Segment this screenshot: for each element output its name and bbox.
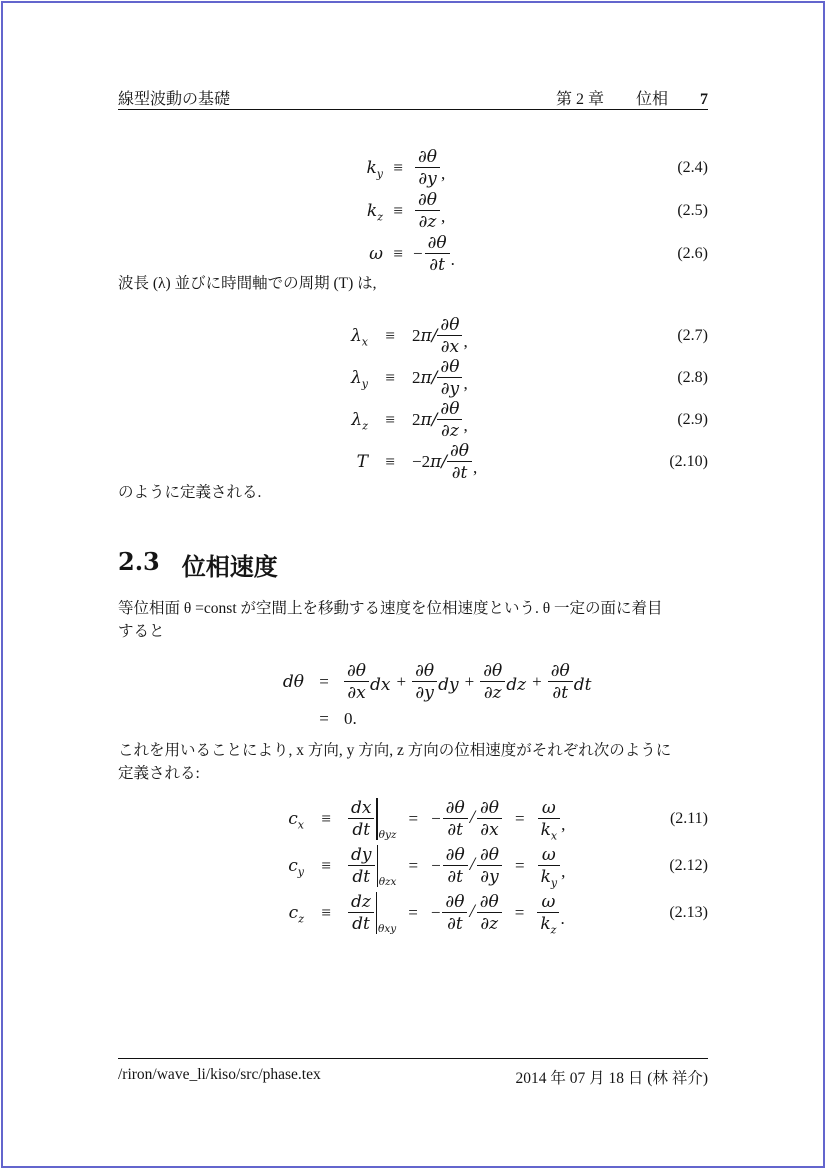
footer-date-author: 2014 年 07 月 18 日 (林 祥介) bbox=[515, 1070, 708, 1087]
fraction: $\frac{\partial\theta}{\partial x}$ bbox=[437, 315, 462, 357]
section-title: 位相速度 bbox=[181, 552, 278, 581]
equation-group-2.7-2.10 bbox=[118, 315, 708, 483]
header-rule bbox=[118, 109, 708, 110]
header-chapter-title: 位相 bbox=[635, 91, 668, 108]
equiv-symbol: ≡ bbox=[393, 157, 403, 177]
paragraph-phase-line2: すると bbox=[118, 623, 165, 640]
paragraph-use-line1: これを用いることにより, x 方向, y 方向, z 方向の位相速度がそれぞれ次のように bbox=[118, 742, 672, 759]
fraction: $\frac{\partial\theta}{\partial y}$ bbox=[477, 845, 502, 887]
footer-rule bbox=[118, 1058, 708, 1059]
fraction: $\frac{\omega}{k_z}$ bbox=[537, 892, 559, 934]
equiv-symbol: ≡ bbox=[321, 808, 331, 828]
equation-dtheta: dθ = $\frac{\partial\theta}{\partial x}$ dx + $\frac{\partial\theta}{\partial y}$ dy + $\frac{\partial\theta}{\partial z}$ dz + $\frac{\partial\theta}{\partial t}$ dt = 0. bbox=[118, 659, 708, 733]
equals-symbol: = bbox=[515, 855, 525, 875]
equation-group-2.4-2.6 bbox=[118, 146, 708, 275]
equals-symbol: = bbox=[408, 808, 419, 828]
equiv-symbol: ≡ bbox=[393, 200, 403, 220]
fraction: $\frac{\partial\theta}{\partial t}$ bbox=[447, 441, 472, 483]
equation-2.6: ω ≡ − $\frac{\partial\theta}{\partial t}$ . (2.6) bbox=[369, 232, 708, 275]
evaluation-bar bbox=[376, 798, 377, 840]
paragraph-wavelength: 波長 (λ) 並びに時間軸での周期 (T) は, bbox=[118, 275, 377, 292]
fraction: $\frac{\partial\theta}{\partial t}$ bbox=[443, 798, 468, 840]
equation-number: (2.10) bbox=[669, 453, 708, 470]
equation-number: (2.12) bbox=[669, 856, 708, 874]
equation-2.11: $c_x$ ≡ $\frac{dx}{dt}$ $_{\theta yz}$ = − $\frac{\partial\theta}{\partial t}$ / $\frac{\partial\theta}{\partial x}$ = $\frac{\omega}{k_x}$ , (2.11) bbox=[288, 797, 708, 842]
fraction: $\frac{\partial\theta}{\partial y}$ bbox=[415, 147, 440, 189]
paragraph-phase-line1: 等位相面 θ =const が空間上を移動する速度を位相速度という. θ 一定の面に着目 bbox=[118, 600, 663, 617]
fraction: $\frac{dx}{dt}$ bbox=[348, 798, 374, 840]
fraction: $\frac{\partial\theta}{\partial x}$ bbox=[477, 798, 502, 840]
fraction: $\frac{\partial\theta}{\partial z}$ bbox=[437, 399, 462, 441]
header-doc-title: 線型波動の基礎 bbox=[118, 91, 231, 108]
fraction: $\frac{dz}{dt}$ bbox=[348, 892, 374, 934]
fraction: $\frac{\omega}{k_y}$ bbox=[538, 845, 561, 887]
zero-value: 0. bbox=[344, 709, 357, 728]
fraction: $\frac{\partial\theta}{\partial z}$ bbox=[415, 190, 440, 232]
equation-number: (2.5) bbox=[677, 201, 708, 219]
fraction: $\frac{\partial\theta}{\partial t}$ bbox=[442, 892, 467, 934]
equation-2.7: $\lambda_x$ ≡ 2 π/ $\frac{\partial\theta}{\partial x}$ , (2.7) bbox=[351, 315, 708, 357]
equals-symbol: = bbox=[319, 709, 329, 728]
fraction: $\frac{\partial\theta}{\partial t}$ bbox=[425, 233, 450, 275]
equation-2.4: $k_y$ ≡ $\frac{\partial\theta}{\partial y}$ , (2.4) bbox=[366, 146, 708, 189]
equation-number: (2.6) bbox=[677, 244, 708, 262]
equation-group-2.11-2.13 bbox=[118, 795, 708, 936]
equiv-symbol: ≡ bbox=[321, 855, 331, 875]
header-chapter bbox=[556, 86, 708, 109]
paragraph-defined: のように定義される. bbox=[118, 484, 262, 501]
section-heading bbox=[118, 547, 278, 582]
fraction: $\frac{\partial\theta}{\partial z}$ bbox=[477, 892, 502, 934]
equals-symbol: = bbox=[408, 902, 418, 922]
equation-2.12: $c_y$ ≡ $\frac{dy}{dt}$ $_{\theta zx}$ = − $\frac{\partial\theta}{\partial t}$ / $\frac{\partial\theta}{\partial y}$ = $\frac{\omega}{k_y}$ , (2.12) bbox=[288, 844, 708, 889]
fraction: $\frac{\partial\theta}{\partial t}$ bbox=[548, 661, 573, 703]
equation-number: (2.11) bbox=[669, 809, 708, 827]
equals-symbol: = bbox=[514, 902, 525, 922]
fraction: $\frac{\omega}{k_x}$ bbox=[538, 798, 561, 840]
evaluation-bar bbox=[377, 845, 378, 887]
page-footer bbox=[118, 1066, 708, 1088]
equiv-symbol: ≡ bbox=[321, 902, 331, 922]
equals-symbol: = bbox=[408, 855, 419, 875]
fraction: $\frac{\partial\theta}{\partial y}$ bbox=[412, 661, 437, 703]
equation-2.10: T ≡ −2 π/ $\frac{\partial\theta}{\partial t}$ , (2.10) bbox=[356, 441, 708, 483]
equation-2.8: $\lambda_y$ ≡ 2 π/ $\frac{\partial\theta}{\partial y}$ , (2.8) bbox=[351, 357, 708, 399]
equiv-symbol: ≡ bbox=[385, 452, 395, 471]
header-page-number: 7 bbox=[700, 91, 708, 108]
section-number: 2.3 bbox=[118, 547, 160, 576]
evaluation-bar bbox=[376, 892, 377, 934]
paragraph-use-line2: 定義される: bbox=[118, 765, 200, 782]
equation-2.13: $c_z$ ≡ $\frac{dz}{dt}$ $_{\theta xy}$ = − $\frac{\partial\theta}{\partial t}$ / $\frac{\partial\theta}{\partial z}$ = $\frac{\omega}{k_z}$ . (2.13) bbox=[288, 891, 708, 936]
equiv-symbol: ≡ bbox=[393, 243, 403, 263]
equation-number: (2.7) bbox=[677, 327, 708, 344]
equation-2.9: $\lambda_z$ ≡ 2 π/ $\frac{\partial\theta}{\partial z}$ , (2.9) bbox=[351, 399, 708, 441]
equals-symbol: = bbox=[515, 808, 525, 828]
footer-file-path: /riron/wave_li/kiso/src/phase.tex bbox=[118, 1066, 321, 1083]
equation-2.5: $k_z$ ≡ $\frac{\partial\theta}{\partial z}$ , (2.5) bbox=[366, 189, 708, 232]
fraction: $\frac{dy}{dt}$ bbox=[348, 845, 375, 887]
equiv-symbol: ≡ bbox=[385, 410, 395, 429]
equiv-symbol: ≡ bbox=[385, 368, 395, 387]
equation-number: (2.13) bbox=[669, 903, 708, 921]
equals-symbol: = bbox=[319, 672, 329, 691]
fraction: $\frac{\partial\theta}{\partial x}$ bbox=[344, 661, 369, 703]
equation-number: (2.9) bbox=[677, 411, 708, 428]
header-chapter-label: 第 2 章 bbox=[555, 91, 604, 108]
fraction: $\frac{\partial\theta}{\partial z}$ bbox=[480, 661, 505, 703]
equiv-symbol: ≡ bbox=[385, 326, 395, 345]
page-header bbox=[118, 86, 708, 109]
equation-number: (2.4) bbox=[677, 158, 708, 176]
fraction: $\frac{\partial\theta}{\partial y}$ bbox=[437, 357, 462, 399]
fraction: $\frac{\partial\theta}{\partial t}$ bbox=[443, 845, 468, 887]
equation-number: (2.8) bbox=[677, 369, 708, 386]
